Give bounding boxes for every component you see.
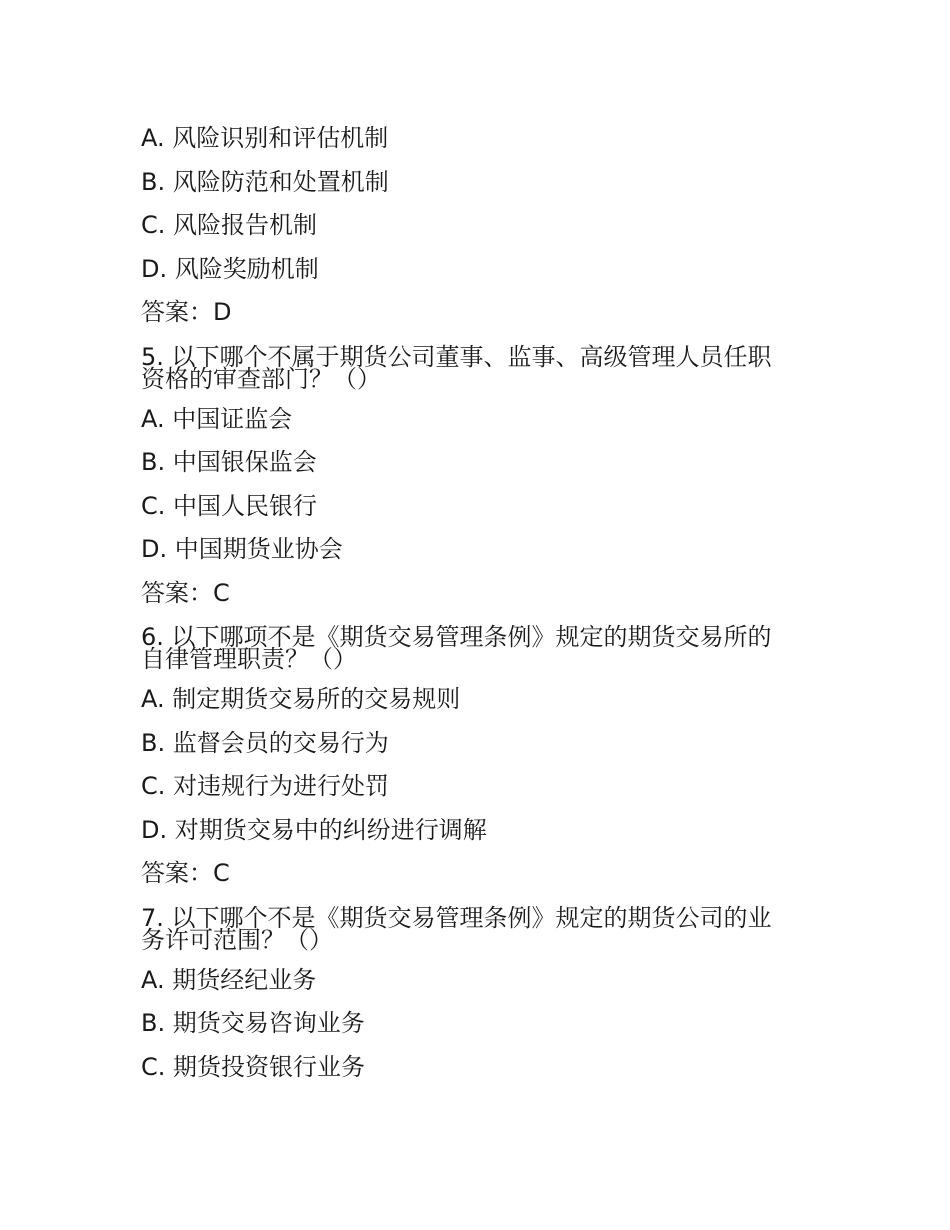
- q5-option-b: B. 中国银保监会: [141, 448, 317, 476]
- q5-answer: 答案：C: [141, 578, 230, 607]
- question-7-line-1: 7. 以下哪个不是《期货交易管理条例》规定的期货公司的业: [141, 903, 772, 932]
- q6-option-a: A. 制定期货交易所的交易规则: [141, 685, 461, 713]
- q6-answer: 答案：C: [141, 859, 230, 887]
- question-6-line-2: 自律管理职责？（）: [141, 645, 357, 673]
- q6-option-b: B. 监督会员的交易行为: [141, 728, 389, 757]
- option-b: B. 风险防范和处置机制: [141, 167, 389, 196]
- q6-option-c: C. 对违规行为进行处罚: [141, 772, 390, 800]
- q7-option-c: C. 期货投资银行业务: [141, 1052, 366, 1081]
- document-page: [141, 122, 801, 1094]
- q5-option-c: C. 中国人民银行: [141, 491, 318, 520]
- q5-option-d: D. 中国期货业协会: [141, 535, 343, 563]
- answer: 答案：D: [141, 298, 232, 326]
- question-7: [141, 901, 801, 954]
- question-7-line-2: 务许可范围？（）: [141, 925, 333, 954]
- question-6-line-1: 6. 以下哪项不是《期货交易管理条例》规定的期货交易所的: [141, 623, 772, 651]
- q7-option-b: B. 期货交易咨询业务: [141, 1009, 365, 1037]
- option-c: C. 风险报告机制: [141, 211, 318, 239]
- question-5-line-2: 资格的审查部门？（）: [141, 364, 381, 393]
- q7-option-a: A. 期货经纪业务: [141, 965, 317, 994]
- question-6: [141, 620, 801, 673]
- question-5-line-1: 5. 以下哪个不属于期货公司董事、监事、高级管理人员任职: [141, 342, 772, 371]
- q6-option-d: D. 对期货交易中的纠纷进行调解: [141, 815, 487, 844]
- option-d: D. 风险奖励机制: [141, 254, 319, 283]
- option-a: A. 风险识别和评估机制: [141, 124, 389, 152]
- q5-option-a: A. 中国证监会: [141, 404, 293, 433]
- question-5: [141, 340, 801, 393]
